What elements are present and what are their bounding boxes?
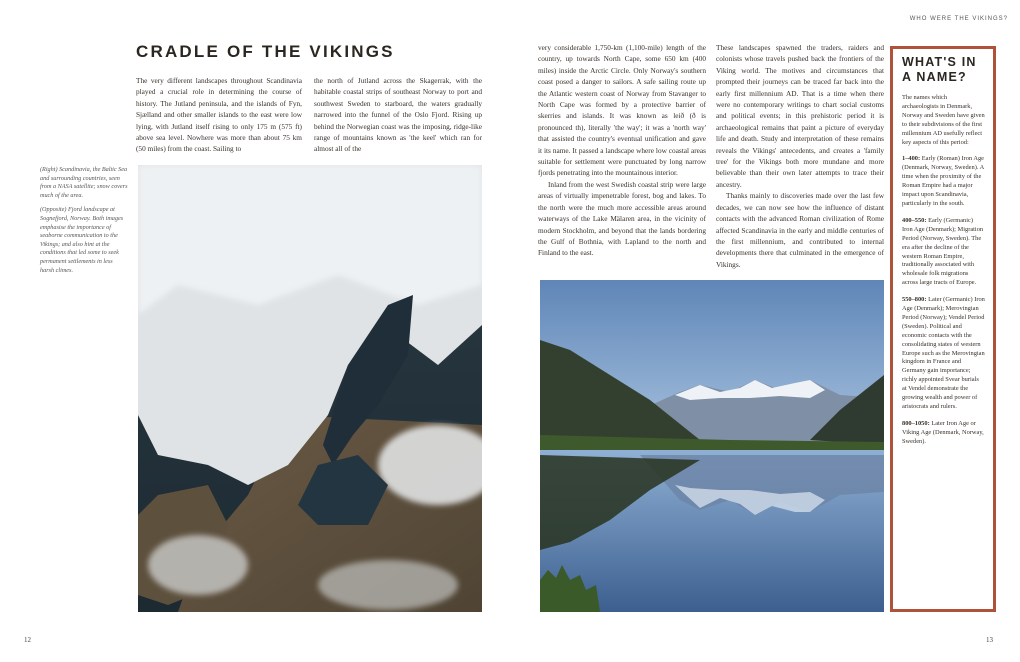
page-number-right: 13 <box>986 636 993 644</box>
sidebar-entry <box>902 420 985 447</box>
sidebar-entry <box>902 296 985 412</box>
sidebar-intro: The names which archaeologists in Denmark, Norway and Sweden have given to their subdivisions of the first millennium AD usefully reflect key aspects of this period: <box>902 94 985 146</box>
page-title: CRADLE OF THE VIKINGS <box>136 42 395 61</box>
sidebar-entry <box>902 155 985 208</box>
column-1-paragraph: The very different landscapes throughout Scandinavia played a crucial role in determining the course of history. The Jutland peninsula, and the islands of Fyn, Sjælland and other smaller islands to the east were low lying, with Jutland itself rising to only 175 m (575 ft) above sea level. Nowhere was more than about 75 km (50 miles) from the coast. Sailing to <box>136 76 302 154</box>
text-column-3 <box>538 42 706 259</box>
entry-dates: 1–400: <box>902 155 921 163</box>
caption-fjord: (Opposite) Fjord landscape at Sognefjord, Norway. Both images emphasise the importance of seaborne communication to the Vikings; and also hint at the conditions that led some to seek permanent settlements in less harsh climes. <box>40 206 124 274</box>
image-caption <box>40 166 128 275</box>
satellite-image <box>138 165 482 612</box>
text-column-4 <box>716 42 884 270</box>
column-4-paragraph-2: Thanks mainly to discoveries made over the last few decades, we can now see how the influence of distant contacts with the advanced Roman civilization of Rome affected Scandinavia in the early and middle centuries of the first millennium, and contributed to internal developments there that culminated in the emergence of Vikings. <box>716 191 884 269</box>
entry-text: Early (Roman) Iron Age (Denmark, Norway, Sweden). A time when the proximity of the Roman Empire had a major impact upon Scandinavia, particularly in the south. <box>902 155 985 207</box>
column-4-paragraph-1: These landscapes spawned the traders, raiders and colonists whose travels pushed back the frontiers of the Viking world. The motives and circumstances that prompted their journeys can be traced far back into the early first millennium AD. That is a time when there were no contemporary writings to chart social customs and political events; in this prehistoric period it is archaeological remains that paint a picture of everyday life and death. Study and interpretation of these remains reveals the Vikings' antecedents, and creates a 'family tree' for the Vikings both more mundane and more believable than their own later attempts to trace their ancestry. <box>716 43 884 189</box>
fjord-photo <box>540 280 884 612</box>
entry-text: Early (Germanic) Iron Age (Denmark); Migration Period (Norway, Sweden). The era after the decline of the western Roman Empire, traditionally associated with wholesale folk migrations across large tracts of Europe. <box>902 216 984 287</box>
column-3-paragraph-2: Inland from the west Swedish coastal strip were large areas of virtually impenetrable forest, bog and lakes. To the north were the much more accessible areas around waterways of the Lake Mälaren area, in the vicinity of modern Stockholm, and beyond that the lands bordering the Gulf of Bothnia, with Lapland to the north and Finland to the east. <box>538 179 706 258</box>
entry-text: Later (Germanic) Iron Age (Denmark); Merovingian Period (Norway); Vendel Period (Sweden). Political and economic contacts with the consolidating states of western Europe such as the Merovingian kingdom in France and Germany gain importance; richly appointed Svear burials at Vendel demonstrate the growing wealth and power of aristocrats and rulers. <box>902 296 985 410</box>
sidebar-body <box>902 94 985 447</box>
caption-satellite: (Right) Scandinavia, the Baltic Sea and surrounding countries, seen from a NASA satellite; snow covers much of the area. <box>40 166 128 199</box>
entry-text: Later Iron Age or Viking Age (Denmark, Norway, Sweden). <box>902 419 984 445</box>
page-number-left: 12 <box>24 636 31 644</box>
entry-dates: 400–550: <box>902 216 927 224</box>
sidebar-box <box>890 46 996 612</box>
text-column-2 <box>314 75 482 155</box>
column-2-paragraph: the north of Jutland across the Skagerrak, with the habitable coastal strips of southeast Norway to port and southwest Sweden to starboard, the waters gradually narrowed into the funnel of the Oslo Fjord. Rising up behind the Norwegian coast was the imposing, ridge-like range of mountains known as 'the keel' which ran for almost all of the <box>314 76 482 154</box>
text-column-1 <box>136 75 302 155</box>
entry-dates: 550–800: <box>902 296 927 304</box>
sidebar-entry <box>902 217 985 288</box>
column-3-paragraph-1: very considerable 1,750-km (1,100-mile) length of the country, up towards North Cape, some 650 km (400 miles) inside the Arctic Circle. Only Norway's southern coast posed a danger to sailors. A safe sailing route up the Atlantic western coast of Norway from Stavanger to North Cape was formed by a protective barrier of skerries and islands. It was known as leið (ð is pronounced th), literally 'the way'; it was a 'north way' that assisted the country's eventual unification and gave it its name. It passed a landscape where low coastal areas suitable for settlement were punctuated by long narrow fjords penetrating into the mountainous interior. <box>538 43 706 178</box>
entry-dates: 800–1050: <box>902 419 930 427</box>
sidebar-title: WHAT'S IN A NAME? <box>902 55 977 84</box>
running-head: WHO WERE THE VIKINGS? <box>909 16 1008 22</box>
